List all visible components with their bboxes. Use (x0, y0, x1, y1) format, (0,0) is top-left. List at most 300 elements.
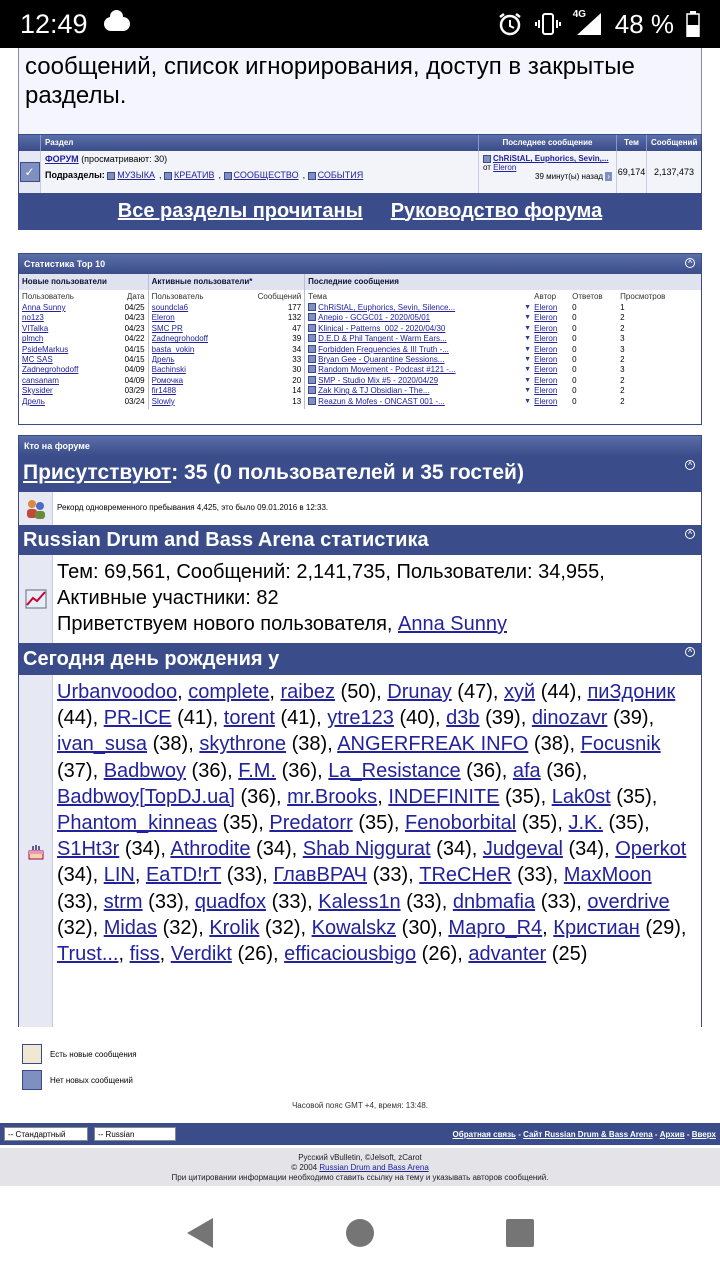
new-user-link[interactable]: Zadnegrohodoff (22, 365, 79, 375)
birthday-age: (26) (237, 943, 274, 966)
latest-post-author[interactable]: Eleron (534, 334, 558, 344)
welcome-text: Приветствуем нового пользователя, (57, 613, 393, 635)
subforum-icon (164, 172, 172, 180)
copyright-line3: При цитировании информации необходимо ставить ссылку на тему и указывать авторов сообщений. (171, 1173, 549, 1182)
newest-member-link[interactable]: Anna Sunny (398, 613, 507, 635)
new-user-row (22, 345, 145, 355)
post-icon (483, 155, 491, 163)
new-users-header: Новые пользователи (19, 274, 149, 290)
birthday-age: (33) (148, 890, 184, 913)
latest-post-views: 2 (620, 396, 625, 406)
latest-post-views: 1 (620, 303, 625, 312)
birthday-user-link[interactable]: пиЗдоник (587, 681, 676, 703)
vibrate-icon (535, 11, 561, 37)
latest-post-row (308, 303, 698, 313)
new-user-link[interactable]: plmch (22, 334, 44, 344)
birthday-age: (33) (271, 890, 308, 913)
latest-post-link[interactable]: Klinical - Patterns_002 - 2020/04/30 (318, 323, 446, 333)
birthday-user-link[interactable]: overdrive (587, 890, 670, 913)
active-user-count: 39 (292, 334, 302, 344)
birthday-user-link[interactable]: complete (188, 681, 270, 703)
stats-title: Russian Drum and Bass Arena статистика (23, 529, 429, 551)
birthday-age: (33) (57, 890, 93, 913)
active-user-link[interactable]: basta_vokin (151, 344, 195, 354)
last-post-author[interactable]: Eleron (493, 163, 517, 172)
latest-post-row (308, 334, 698, 344)
birthday-user-link[interactable]: Judgeval (482, 838, 563, 861)
birthday-user-link[interactable]: La_Resistance (328, 759, 461, 782)
whos-online-title-bar (19, 436, 701, 456)
new-user-row (22, 376, 145, 386)
last-post-by-label: от (483, 163, 491, 172)
birthday-user-link[interactable]: skythrone (199, 733, 287, 756)
birthday-user-link[interactable]: PR-ICE (103, 707, 172, 730)
birthday-user-link[interactable]: quadfox (194, 890, 267, 913)
status-time: 12:49 (20, 8, 88, 39)
new-user-link[interactable]: Skysider (22, 386, 53, 396)
latest-post-views: 3 (620, 365, 625, 375)
birthday-user-link[interactable]: Badbwoy (103, 759, 186, 782)
latest-post-row (308, 355, 698, 365)
new-user-row (22, 355, 145, 365)
thread-icon (308, 303, 316, 311)
last-post-time: 39 минут(ы) назад (535, 172, 604, 181)
subforum-creative[interactable]: КРЕАТИВ (173, 170, 215, 180)
footer-link-site[interactable]: Сайт Russian Drum & Bass Arena (523, 1129, 653, 1139)
latest-post-link[interactable]: SMP - Studio Mix #5 - 2020/04/29 (318, 375, 439, 385)
home-icon[interactable] (345, 1218, 375, 1248)
last-post-cell (479, 151, 617, 193)
active-user-row (152, 376, 302, 386)
android-nav-bar (0, 1186, 720, 1280)
birthday-age: (35) (521, 812, 558, 835)
active-user-link[interactable]: soundcla6 (151, 303, 189, 312)
new-users-sub-user: Пользователь (22, 292, 74, 301)
birthday-age: (26) (421, 943, 458, 966)
latest-post-link[interactable]: Zak King & TJ Obsidian - The... (318, 386, 430, 396)
new-user-row (22, 303, 145, 313)
birthday-user-link[interactable]: J.K. (568, 812, 603, 835)
latest-post-row (308, 313, 698, 323)
latest-post-views: 3 (620, 334, 625, 344)
new-posts-icon (22, 1044, 42, 1064)
birthday-user-link[interactable]: Focusnik (580, 733, 661, 756)
latest-post-author[interactable]: Eleron (534, 375, 558, 385)
subforum-icon (308, 172, 316, 180)
copyright-link[interactable]: Russian Drum and Bass Arena (319, 1163, 429, 1172)
latest-post-replies: 0 (572, 375, 577, 385)
latest-post-replies: 0 (572, 344, 577, 354)
goto-post-icon[interactable]: ▼ (524, 304, 532, 311)
active-user-link[interactable]: SMC PR (151, 323, 183, 333)
goto-post-icon[interactable]: ▼ (524, 335, 532, 343)
birthday-user-link[interactable]: fiss (129, 943, 160, 966)
goto-post-icon[interactable]: ▼ (524, 397, 532, 405)
latest-post-author[interactable]: Eleron (534, 365, 558, 375)
new-user-link[interactable]: PsideMarkus (22, 344, 69, 354)
battery-icon (686, 11, 700, 37)
latest-post-views: 2 (620, 313, 625, 323)
latest-post-link[interactable]: Аперіо - GCGC01 - 2020/05/01 (318, 313, 431, 323)
new-user-link[interactable]: Дрель (22, 396, 45, 406)
latest-post-row (308, 345, 698, 355)
birthday-user-link[interactable]: TReCHeR (419, 864, 512, 887)
birthday-age: (44) (540, 681, 577, 703)
birthday-age: (41) (177, 707, 213, 730)
birthday-age: (34) (568, 838, 605, 861)
latest-post-views: 2 (620, 375, 625, 385)
cloud-icon (104, 17, 130, 31)
birthday-user-link[interactable]: MaxMoon (563, 864, 652, 887)
latest-post-link[interactable]: Reazun & Mofes - ONCAST 001 -... (318, 396, 445, 406)
copyright-year: © 2004 (291, 1163, 318, 1172)
subforum-icon (224, 172, 232, 180)
latest-post-replies: 0 (572, 303, 577, 312)
birthday-age: (34) (256, 838, 292, 861)
new-user-date: 03/29 (124, 386, 145, 396)
subforum-icon (107, 172, 115, 180)
thread-icon (308, 397, 316, 405)
birthday-user-link[interactable]: хуй (504, 681, 536, 703)
birthday-age: (35) (358, 812, 394, 835)
new-user-link[interactable]: cansanam (22, 375, 59, 385)
recents-icon[interactable] (505, 1218, 535, 1248)
birthday-user-link[interactable]: advanter (468, 943, 547, 966)
birthday-user-link[interactable]: ivan_susa (57, 733, 148, 756)
active-users-column (149, 290, 306, 409)
alarm-icon (497, 11, 523, 37)
footer-link-contact[interactable]: Обратная связь (452, 1129, 516, 1139)
active-user-count: 177 (287, 303, 302, 312)
birthday-user-link[interactable]: Drunay (387, 681, 452, 703)
active-user-link[interactable]: fir1488 (151, 386, 177, 396)
collapse-icon[interactable]: ^ (685, 258, 695, 268)
latest-sub-topic: Тема (308, 292, 328, 301)
latest-post-replies: 0 (572, 396, 577, 406)
birthday-user-link[interactable]: Phantom_kinneas (57, 812, 218, 835)
forum-viewing: (просматривают: 30) (81, 154, 168, 164)
latest-post-author[interactable]: Eleron (534, 396, 558, 406)
latest-sub-views: Просмотров (620, 292, 666, 301)
birthday-user-link[interactable]: efficaciousbigo (284, 943, 417, 966)
birthday-age: (33) (226, 864, 263, 887)
latest-post-author[interactable]: Eleron (534, 323, 558, 333)
collapse-icon[interactable]: ^ (685, 647, 695, 657)
new-user-date: 04/15 (124, 354, 145, 364)
birthday-user-link[interactable]: Badbwoy[TopDJ.ua] (57, 785, 235, 808)
birthday-user-link[interactable]: Kowalskz (311, 916, 397, 939)
birthday-age: (38) (152, 733, 189, 756)
stats-line1: Тем: 69,561, Сообщений: 2,141,735, Пользователи: 34,955, (57, 561, 605, 583)
goto-post-icon[interactable]: ▼ (524, 366, 532, 374)
latest-post-link[interactable]: ChRiStAL, Euphorics, Sevin, Silence... (318, 303, 456, 312)
footer-bar (0, 1123, 720, 1145)
birthday-age: (39) (485, 707, 521, 730)
thread-icon (308, 324, 316, 332)
birthday-user-link[interactable]: torent (223, 707, 275, 730)
birthday-age: (35) (505, 785, 541, 808)
stats-chart-icon (19, 555, 53, 643)
birthday-user-link[interactable]: dinozavr (531, 707, 608, 730)
stats-line2: Активные участники: 82 (57, 587, 279, 609)
latest-post-row (308, 324, 698, 334)
last-post-title[interactable]: ChRiStAL, Euphorics, Sevin,... (493, 154, 609, 163)
footer-link-archive[interactable]: Архив (659, 1129, 685, 1139)
users-icon (19, 492, 53, 525)
latest-post-row (308, 365, 698, 375)
threads-count: 69,174 (617, 151, 647, 193)
birthday-user-link[interactable]: dnbmafia (452, 890, 536, 913)
birthday-user-link[interactable]: Кристиан (553, 916, 640, 939)
birthday-user-link[interactable]: EaTD!rT (145, 864, 222, 887)
active-user-row (152, 355, 302, 365)
back-icon[interactable] (185, 1216, 215, 1250)
latest-post-link[interactable]: Forbidden Frequencies & III Truth -... (318, 344, 449, 354)
birthday-age: (39) (612, 707, 649, 730)
birthday-age: (33) (517, 864, 553, 887)
birthday-age: (44) (57, 707, 93, 730)
latest-post-author[interactable]: Eleron (534, 303, 558, 312)
new-user-date: 04/09 (124, 375, 145, 385)
forum-actions (19, 193, 701, 229)
new-user-date: 04/23 (124, 313, 145, 323)
footer-link-top[interactable]: Вверх (691, 1129, 716, 1139)
active-user-link[interactable]: Eleron (151, 313, 175, 323)
mark-all-read-link[interactable]: Все разделы прочитаны (117, 199, 363, 222)
birthday-user-link[interactable]: Fenoborbital (405, 812, 517, 835)
new-user-link[interactable]: VITalka (22, 323, 49, 333)
birthday-user-link[interactable]: mr.Brooks (287, 785, 378, 808)
active-user-count: 132 (287, 313, 302, 323)
top10-title: Статистика Top 10 (24, 259, 106, 269)
new-user-link[interactable]: MC SAS (22, 354, 53, 364)
present-count: : 35 (0 пользователей и 35 гостей) (171, 461, 524, 484)
top10-columns (19, 290, 701, 409)
subforum-events[interactable]: СОБЫТИЯ (317, 170, 364, 180)
latest-post-author[interactable]: Eleron (534, 386, 558, 396)
latest-posts-column (305, 290, 701, 409)
birthday-user-link[interactable]: LIN (103, 864, 135, 887)
birthday-age: (35) (616, 785, 652, 808)
thread-icon (308, 376, 316, 384)
top10-headers (19, 274, 701, 290)
birthday-age: (36) (240, 785, 277, 808)
copyright-line1: Русский vBulletin, ©Jelsoft, zCarot (298, 1153, 422, 1162)
present-link[interactable]: Присутствуют (23, 461, 172, 484)
goto-post-icon[interactable]: ▼ (524, 355, 532, 363)
active-user-link[interactable]: Дрель (151, 354, 175, 364)
new-user-date: 04/22 (124, 334, 145, 344)
active-user-row (152, 365, 302, 375)
record-text: Рекорд одновременного пребывания 4,425, это было 09.01.2016 в 12:33. (57, 503, 329, 512)
network-type: 4G (572, 9, 587, 20)
header-section: Раздел (41, 135, 479, 151)
birthday-title: Сегодня день рождения у (23, 648, 280, 670)
active-user-row (152, 334, 302, 344)
timezone-text: Часовой пояс GMT +4, время: 13:48. (291, 1101, 429, 1110)
birthday-age: (32) (162, 916, 199, 939)
new-user-row (22, 365, 145, 375)
birthday-user-link[interactable]: ГлавВРАЧ (273, 864, 367, 887)
active-user-count: 14 (292, 386, 302, 396)
latest-post-row (308, 376, 698, 386)
birthday-age: (30) (401, 916, 438, 939)
latest-post-row (308, 397, 698, 407)
subforum-community[interactable]: СООБЩЕСТВО (233, 170, 299, 180)
birthday-row (19, 675, 701, 1027)
birthday-user-link[interactable]: Verdikt (170, 943, 232, 966)
new-user-link[interactable]: no1z3 (22, 313, 44, 323)
header-posts: Сообщений (651, 138, 698, 147)
latest-post-row (308, 386, 698, 396)
active-user-link[interactable]: Zadnegrohodoff (151, 334, 208, 344)
forum-link[interactable]: ФОРУМ (45, 154, 79, 164)
active-user-row (152, 324, 302, 334)
birthday-user-link[interactable]: raibez (280, 681, 335, 703)
birthday-user-link[interactable]: Midas (103, 916, 158, 939)
birthday-age: (33) (406, 890, 442, 913)
legend-new: Есть новые сообщения (50, 1049, 137, 1059)
latest-post-link[interactable]: Random Movement - Podcast #121 -... (318, 365, 456, 375)
status-bar (0, 0, 720, 48)
collapse-icon[interactable]: ^ (685, 529, 695, 539)
new-user-date: 04/15 (124, 344, 145, 354)
active-user-count: 20 (292, 375, 302, 385)
goto-post-icon[interactable]: ▼ (524, 324, 532, 332)
active-sub-user: Пользователь (151, 292, 204, 301)
active-user-link[interactable]: Ромочка (151, 375, 184, 385)
birthday-age: (41) (280, 707, 317, 730)
latest-post-views: 3 (620, 344, 625, 354)
forum-guide-link[interactable]: Руководство форума (390, 199, 603, 222)
birthday-user-link[interactable]: Krolik (209, 916, 260, 939)
birthday-age: (34) (436, 838, 472, 861)
latest-post-author[interactable]: Eleron (534, 313, 558, 323)
present-header (19, 456, 701, 492)
no-new-posts-icon (22, 1070, 42, 1090)
thread-icon (308, 334, 316, 342)
latest-post-views: 2 (620, 354, 625, 364)
active-user-count: 13 (292, 396, 302, 406)
birthday-user-link[interactable]: afa (512, 759, 541, 782)
header-last-post: Последнее сообщение (479, 135, 617, 151)
latest-post-replies: 0 (572, 313, 577, 323)
goto-post-icon[interactable]: ▼ (524, 387, 532, 395)
birthday-age: (35) (222, 812, 259, 835)
signal-icon (573, 11, 603, 37)
new-user-row (22, 324, 145, 334)
thread-icon (308, 386, 316, 394)
style-select[interactable]: -- Стандартный (4, 1127, 88, 1141)
birthday-user-link[interactable]: Trust... (57, 943, 119, 966)
active-user-count: 47 (292, 323, 302, 333)
stats-header (19, 525, 701, 555)
latest-post-replies: 0 (572, 386, 577, 396)
active-user-link[interactable]: Bachinski (151, 365, 186, 375)
birthday-age: (36) (466, 759, 502, 782)
birthday-age: (25) (551, 943, 588, 966)
new-users-sub-date: Дата (126, 292, 145, 301)
posts-count: 2,137,473 (653, 167, 695, 177)
latest-sub-replies: Ответов (572, 292, 603, 301)
latest-post-author[interactable]: Eleron (534, 344, 558, 354)
forum-status-icon: ✓ (20, 162, 40, 182)
new-user-link[interactable]: Anna Sunny (22, 303, 66, 312)
new-user-row (22, 397, 145, 407)
new-user-row (22, 386, 145, 396)
thread-icon (308, 365, 316, 373)
birthday-user-link[interactable]: d3b (446, 707, 480, 730)
thread-icon (308, 355, 316, 363)
birthday-user-link[interactable]: Марго_R4 (448, 916, 543, 939)
birthday-user-link[interactable]: Kaless1n (318, 890, 401, 913)
birthday-user-link[interactable]: Lak0st (551, 785, 611, 808)
birthday-user-link[interactable]: Predatorr (269, 812, 353, 835)
subforum-music[interactable]: МУЗЫКА (117, 170, 155, 180)
birthday-header (19, 643, 701, 675)
latest-post-replies: 0 (572, 365, 577, 375)
latest-sub-author: Автор (534, 292, 557, 301)
birthday-age: (32) (57, 916, 93, 939)
birthday-age: (36) (546, 759, 582, 782)
new-user-date: 04/09 (124, 365, 145, 375)
latest-post-author[interactable]: Eleron (534, 354, 558, 364)
birthday-age: (29) (645, 916, 681, 939)
latest-post-link[interactable]: D.E.D & Phil Tangent - Warm Ears... (318, 334, 447, 344)
active-user-count: 34 (292, 344, 302, 354)
stats-row (19, 555, 701, 643)
birthday-list: Urbanvoodoo, complete, raibez (50), Drunay (47), хуй (44), пиЗдоник (44), PR-ICE (41), torent (41), ytre123 (40), d3b (39), dinozavr (39), ivan_susa (38), skythrone (38), ANGERFREAK INFO (38), Focusnik (37), Badbwoy (36), F.M. (36), La_Resistance (36), afa (36), Badbwoy[TopDJ.ua] (36), mr.Brooks, INDEFINITE (35), Lak0st (35), Phantom_kinneas (35), Predatorr (35), Fenoborbital (35), J.K. (35), S1Ht3r (34), Athrodite (34), Shab Niggurat (34), Judgeval (34), Operkot (34), LIN, EaTD!rT (33), ГлавВРАЧ (33), TReCHeR (33), MaxMoon (33), strm (33), quadfox (33), Kaless1n (33), dnbmafia (33), overdrive (32), Midas (32), Krolik (32), Kowalskz (30), Марго_R4, Кристиан (29), Trust..., fiss, Verdikt (26), efficaciousbigo (26), advanter (25) (57, 681, 687, 966)
birthday-age: (34) (124, 838, 161, 861)
birthday-age: (40) (399, 707, 436, 730)
birthday-user-link[interactable]: F.M. (238, 759, 277, 782)
birthday-user-link[interactable]: INDEFINITE (388, 785, 500, 808)
goto-post-icon[interactable]: ▼ (524, 345, 532, 353)
intro-text: сообщений, список игнорирования, доступ в закрытые разделы. (25, 53, 635, 109)
active-user-link[interactable]: Slowly (151, 396, 175, 406)
birthday-user-link[interactable]: strm (103, 890, 143, 913)
forum-table (18, 134, 702, 230)
latest-post-views: 2 (620, 386, 625, 396)
language-select[interactable]: -- Russian (94, 1127, 176, 1141)
collapse-icon[interactable]: ^ (685, 460, 695, 470)
thread-icon (308, 345, 316, 353)
birthday-user-link[interactable]: ANGERFREAK INFO (337, 733, 529, 756)
top10-stats (18, 253, 702, 425)
birthday-user-link[interactable]: Operkot (615, 838, 687, 861)
new-users-column (19, 290, 149, 409)
record-row (19, 492, 701, 525)
birthday-user-link[interactable]: Shab Niggurat (302, 838, 431, 861)
latest-posts-header: Последние сообщения (308, 277, 399, 286)
latest-post-views: 2 (620, 323, 625, 333)
birthday-age: (33) (372, 864, 409, 887)
goto-post-icon[interactable]: ▼ (524, 376, 532, 384)
goto-last-icon[interactable]: › (607, 172, 610, 181)
birthday-user-link[interactable]: Athrodite (170, 838, 251, 861)
whos-online (18, 435, 702, 1027)
active-sub-count: Сообщений (257, 292, 302, 301)
latest-post-link[interactable]: Bryan Gee - Quarantine Sessions... (318, 354, 445, 364)
active-user-count: 33 (292, 354, 302, 364)
birthday-user-link[interactable]: Urbanvoodoo (57, 681, 178, 703)
birthday-user-link[interactable]: S1Ht3r (57, 838, 120, 861)
latest-post-replies: 0 (572, 323, 577, 333)
active-user-count: 30 (292, 365, 302, 375)
goto-post-icon[interactable]: ▼ (524, 314, 532, 322)
birthday-user-link[interactable]: ytre123 (327, 707, 394, 730)
forum-row (19, 151, 701, 193)
